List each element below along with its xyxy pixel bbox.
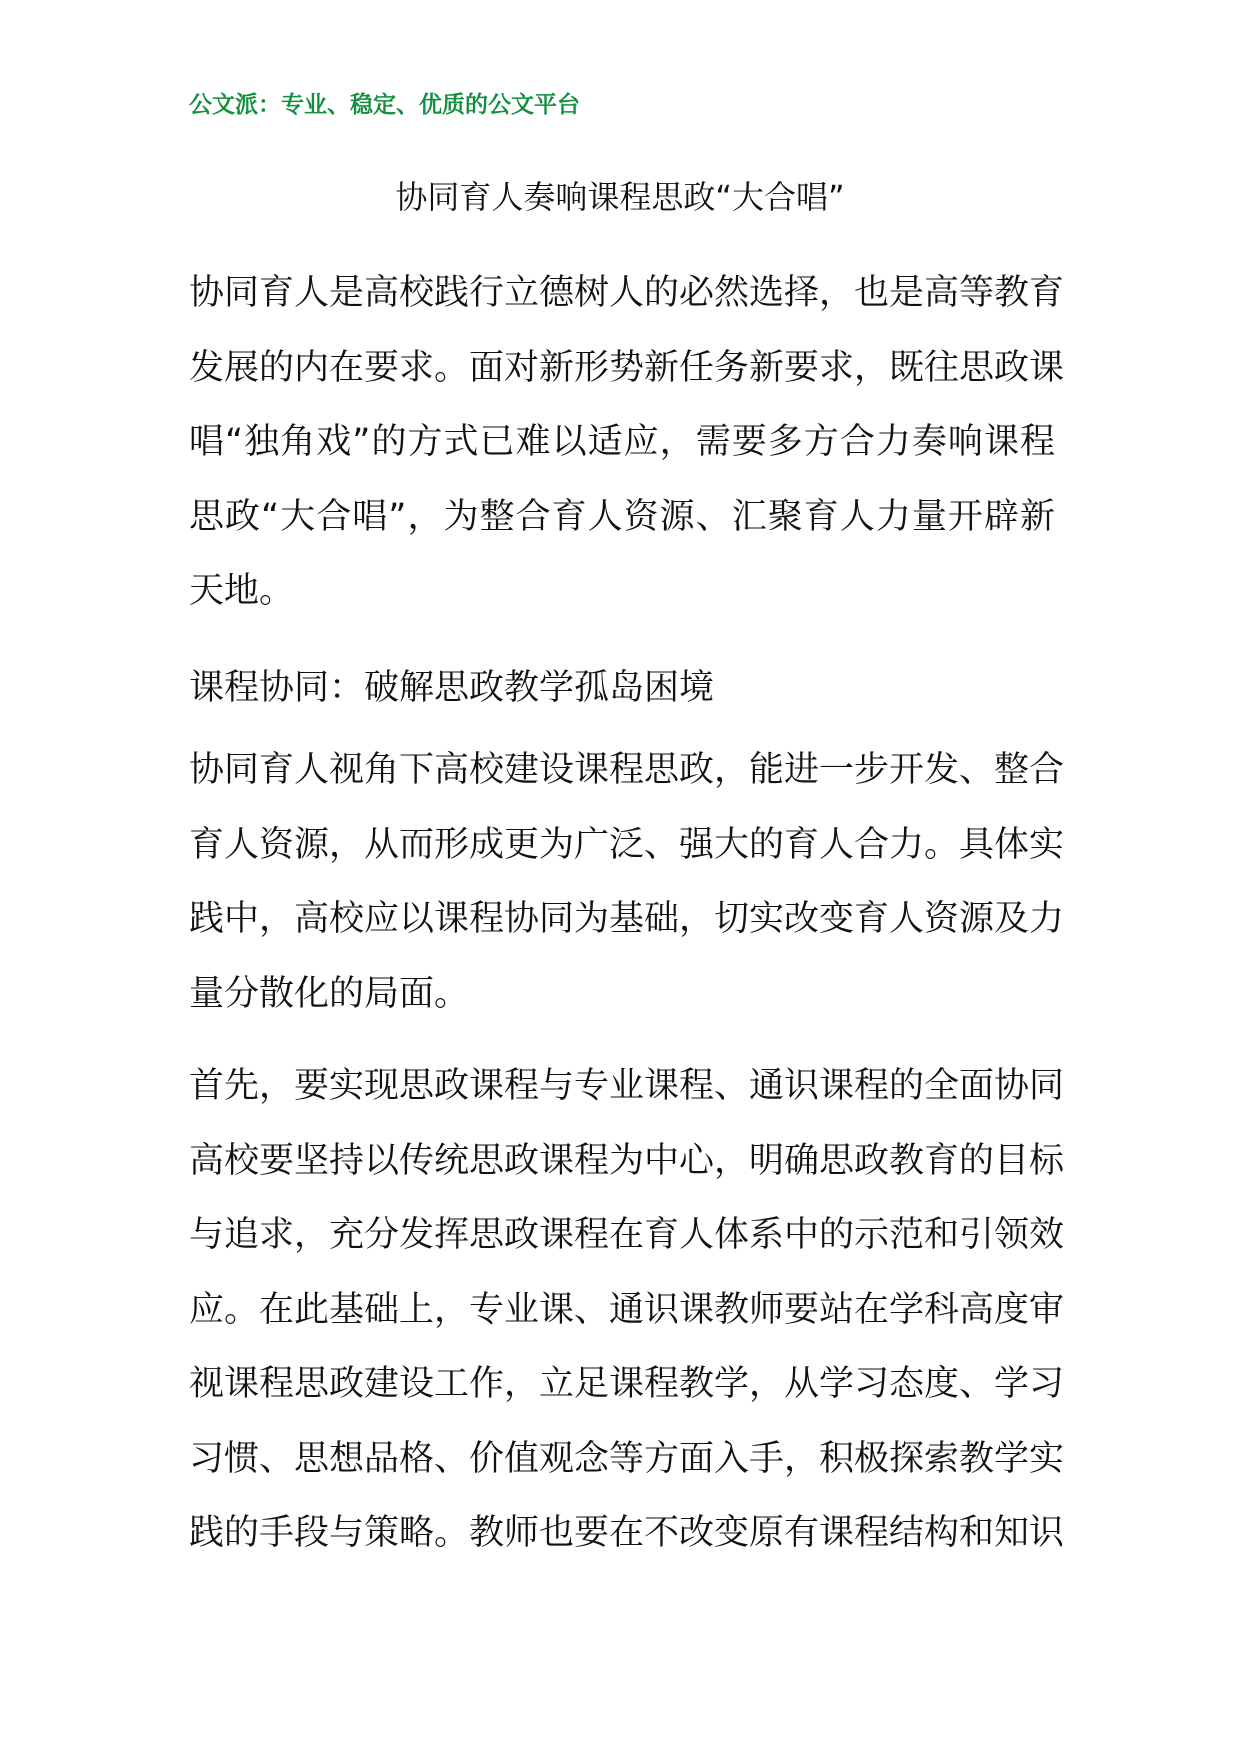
paragraph-line: 首先，要实现思政课程与专业课程、通识课程的全面协同 xyxy=(189,1066,1065,1106)
section-heading xyxy=(189,651,1055,726)
paragraph-line: 协同育人视角下高校建设课程思政，能进一步开发、整合 xyxy=(189,750,1065,790)
paragraph-line: 践中，高校应以课程协同为基础，切实改变育人资源及力 xyxy=(189,899,1065,939)
paragraph-line: 唱“独角戏”的方式已难以适应，需要多方合力奏响课程 xyxy=(189,422,1055,462)
brand-header: 公文派：专业、稳定、优质的公文平台 xyxy=(189,91,580,118)
document-title: 协同育人奏响课程思政“大合唱” xyxy=(395,178,845,216)
paragraph-line: 发展的内在要求。面对新形势新任务新要求，既往思政课 xyxy=(189,347,1065,388)
paragraph-line: 思政“大合唱”，为整合育人资源、汇聚育人力量开辟新 xyxy=(189,496,1055,537)
paragraph-intro xyxy=(189,256,1065,629)
paragraph-line: 与追求，充分发挥思政课程在育人体系中的示范和引领效 xyxy=(189,1215,1065,1255)
paragraph-first-point xyxy=(189,1049,1065,1571)
paragraph-line: 量分散化的局面。 xyxy=(189,973,470,1014)
paragraph-line: 习惯、思想品格、价值观念等方面入手，积极探索教学实 xyxy=(189,1438,1065,1479)
paragraph-line: 育人资源，从而形成更为广泛、强大的育人合力。具体实 xyxy=(189,824,1065,865)
paragraph-line: 天地。 xyxy=(189,571,295,611)
paragraph-line: 高校要坚持以传统思政课程为中心，明确思政教育的目标 xyxy=(189,1140,1065,1181)
paragraph-course-collaboration xyxy=(189,733,1065,1031)
paragraph-line: 践的手段与策略。教师也要在不改变原有课程结构和知识 xyxy=(189,1513,1065,1553)
section-heading-text: 课程协同：破解思政教学孤岛困境 xyxy=(189,668,715,708)
paragraph-line: 协同育人是高校践行立德树人的必然选择，也是高等教育 xyxy=(189,273,1065,313)
paragraph-line: 视课程思政建设工作，立足课程教学，从学习态度、学习 xyxy=(189,1364,1065,1404)
paragraph-line: 应。在此基础上，专业课、通识课教师要站在学科高度审 xyxy=(189,1289,1065,1330)
